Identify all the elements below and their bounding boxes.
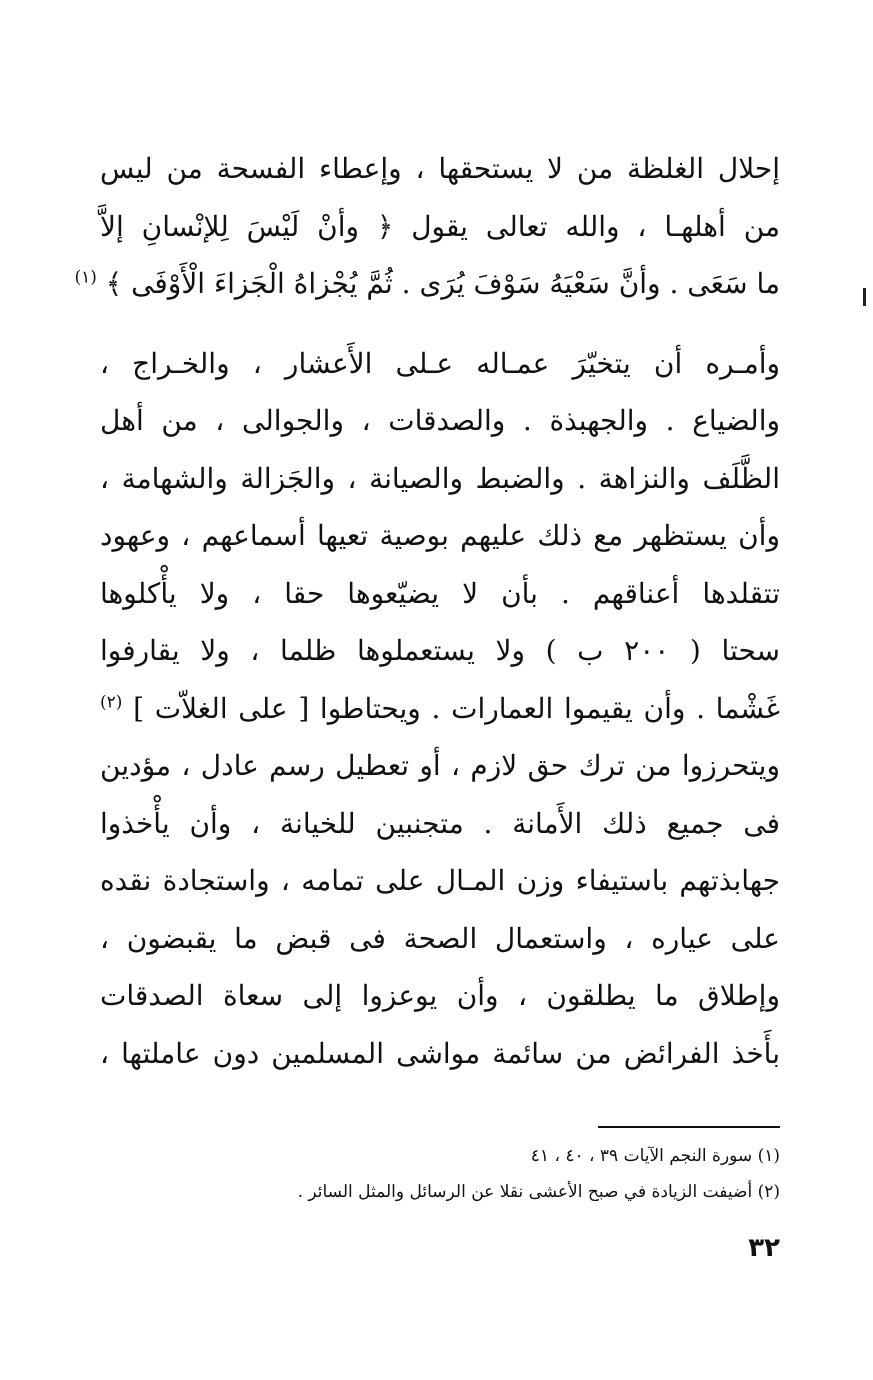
footnote-2: (٢) أضيفت الزيادة في صبح الأعشى نقلا عن الرسائل والمثل السائر . [297, 1182, 780, 1202]
page-number: ٣٢ [748, 1233, 780, 1263]
text-line-with-footnote [100, 680, 780, 738]
text-line: وأمـره أن يتخيّرَ عمـاله عـلى الأَعشار ، والخـراج ، [100, 346, 780, 380]
text-line: وأن يستظهر مع ذلك عليهم بوصية تعيها أسماعهم ، وعهود [100, 519, 780, 552]
paragraph-2 [100, 335, 780, 1083]
text-line: سحتا ( ٢٠٠ ب ) ولا يستعملوها ظلما ، ولا يقارفوا [100, 634, 780, 667]
text-line: تتقلدها أعناقهم . بأن لا يضيّعوها حقا ، ولا يأْكلوها [100, 576, 780, 610]
text-line: والضياع . والجهبذة . والصدقات ، والجوالى ، من أهل [100, 404, 780, 437]
footnotes [200, 1138, 780, 1210]
margin-mark [863, 288, 866, 306]
text-line: ويتحرزوا من ترك حق لازم ، أو تعطيل رسم عادل ، مؤدين [100, 749, 780, 782]
footnote-ref-1: (١) [74, 267, 97, 288]
text-line-with-footnote [74, 255, 780, 313]
text-line: فى جميع ذلك الأَمانة . متجنبين للخيانة ، وأن يأْخذوا [100, 806, 780, 840]
text-line: بأَخذ الفرائض من سائمة مواشى المسلمين دون عاملتها ، [100, 1036, 780, 1070]
main-text [74, 140, 781, 1082]
text-line: جهابذتهم باستيفاء وزن المـال على تمامه ، واستجادة نقده [100, 864, 780, 897]
footnote-ref-2: (٢) [100, 692, 123, 713]
text-line: إحلال الغلظة من لا يستحقها ، وإعطاء الفسحة من ليس [100, 152, 780, 185]
text-line: الظَّلَف والنزاهة . والضبط والصيانة ، والجَزالة والشهامة ، [100, 461, 780, 495]
footnote-divider [598, 1126, 780, 1128]
text-line: على عياره ، واستعمال الصحة فى قبض ما يقبضون ، [100, 921, 780, 955]
text-line: من أهلهـا ، والله تعالى يقول ﴿ وأنْ لَيْسَ لِلإنْسانِ إلاَّ [100, 209, 781, 243]
text-line: ما سَعَى . وأنَّ سَعْيَهُ سَوْفَ يُرَى . ثُمَّ يُجْزاهُ الْجَزاءَ الْأَوْفَى ﴾ [105, 267, 780, 300]
text-line: غَشْما . وأن يقيموا العمارات . ويحتاطوا [ على الغلاّت ] [133, 691, 780, 725]
text-line: وإطلاق ما يطلقون ، وأن يوعزوا إلى سعاة الصدقات [100, 979, 780, 1012]
footnote-1: (١) سورة النجم الآيات ٣٩ ، ٤٠ ، ٤١ [530, 1146, 780, 1166]
paragraph-1 [74, 140, 781, 313]
